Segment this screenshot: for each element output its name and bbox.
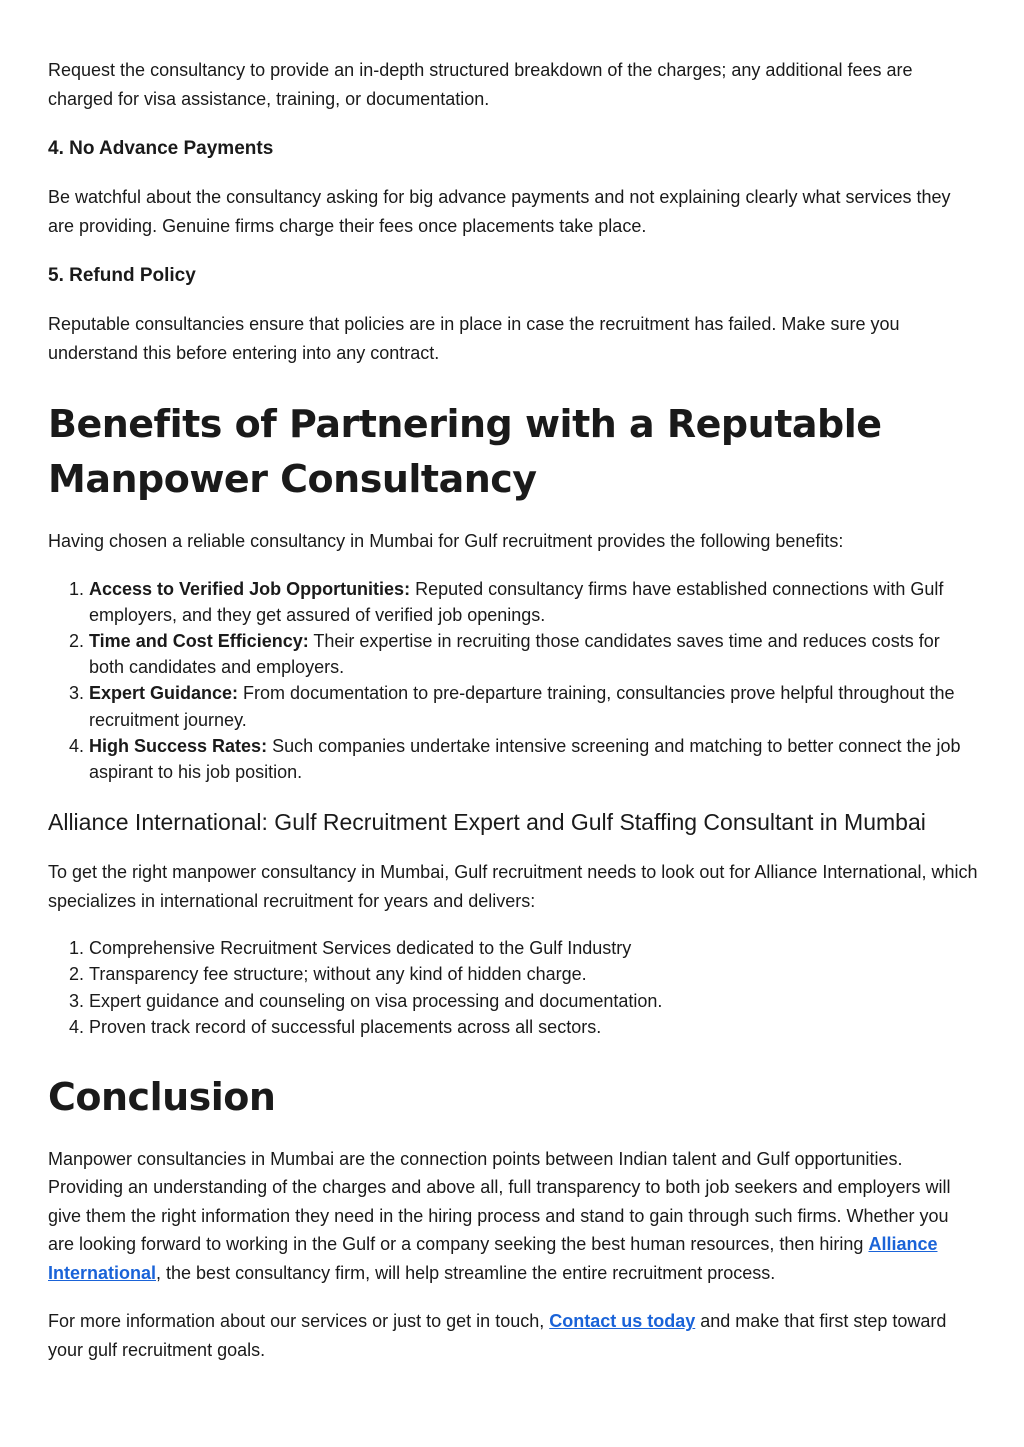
document-page [48,56,978,1364]
contact-paragraph [48,1307,978,1364]
list-item [89,680,978,732]
list-item [89,576,978,628]
refund-policy-paragraph: Reputable consultancies ensure that policies are in place in case the recruitment has failed. Make sure you understand this before entering into any contract. [48,314,900,363]
list-item: 4. Proven track record of successful placements across all sectors. [89,1014,978,1040]
benefit-text: Reputed consultancy firms have established connections with Gulf employers, and they get assured of verified job openings. [89,578,944,625]
conclusion-text-before-link: Manpower consultancies in Mumbai are the connection points between Indian talent and Gulf opportunities. Providing an understanding of the charges and above all, full transparency to both job seekers and employers will give them the right information they need in the hiring process and stand to gain through such firms. Whether you are looking forward to working in the Gulf or a company seeking the best human resources, then hiring [48,1148,951,1255]
intro-paragraph: Request the consultancy to provide an in-depth structured breakdown of the charges; any additional fees are charged for visa assistance, training, or documentation. [48,60,913,109]
alliance-intro: To get the right manpower consultancy in Mumbai, Gulf recruitment needs to look out for Alliance International, which specializes in international recruitment for years and delivers: [48,862,978,911]
section-heading-no-advance-payments: 4. No Advance Payments [48,138,274,159]
no-advance-payments-paragraph: Be watchful about the consultancy asking for big advance payments and not explaining clearly what services they are providing. Genuine firms charge their fees once placements take place. [48,187,951,236]
benefit-text: From documentation to pre-departure training, consultancies prove helpful throughout the recruitment journey. [89,683,955,730]
benefits-intro: Having chosen a reliable consultancy in Mumbai for Gulf recruitment provides the following benefits: [48,531,844,551]
conclusion-paragraph [48,1145,978,1288]
section-heading-refund-policy: 5. Refund Policy [48,265,196,286]
benefit-title: Time and Cost Efficiency: [89,630,309,651]
alliance-international-link[interactable]: Alliance International [48,1234,938,1283]
alliance-list [48,935,978,1040]
list-item: 3. Expert guidance and counseling on visa processing and documentation. [89,988,978,1014]
contact-text-before-link: For more information about our services or just to get in touch, [48,1311,550,1332]
conclusion-text-after-link: , the best consultancy firm, will help streamline the entire recruitment process. [156,1262,776,1283]
list-item: 2. Transparency fee structure; without any kind of hidden charge. [89,961,978,987]
benefits-heading: Benefits of Partnering with a Reputable Manpower Consultancy [48,402,882,501]
alliance-heading: Alliance International: Gulf Recruitment Expert and Gulf Staffing Consultant in Mumbai [48,809,926,836]
benefit-title: Access to Verified Job Opportunities: [89,578,411,599]
list-item [89,628,978,680]
conclusion-heading: Conclusion [48,1074,276,1119]
benefit-text: Their expertise in recruiting those candidates saves time and reduces costs for both candidates and employers. [89,630,940,678]
benefit-text: Such companies undertake intensive screening and matching to better connect the job aspirant to his job position. [89,735,961,782]
benefit-title: High Success Rates: [89,735,268,756]
list-item [89,733,978,785]
list-item: 1. Comprehensive Recruitment Services dedicated to the Gulf Industry [89,935,978,961]
benefit-title: Expert Guidance: [89,683,239,704]
benefits-list [48,576,978,786]
contact-text-after-link: and make that first step toward your gulf recruitment goals. [48,1311,947,1360]
contact-us-link[interactable]: Contact us today [549,1311,696,1332]
